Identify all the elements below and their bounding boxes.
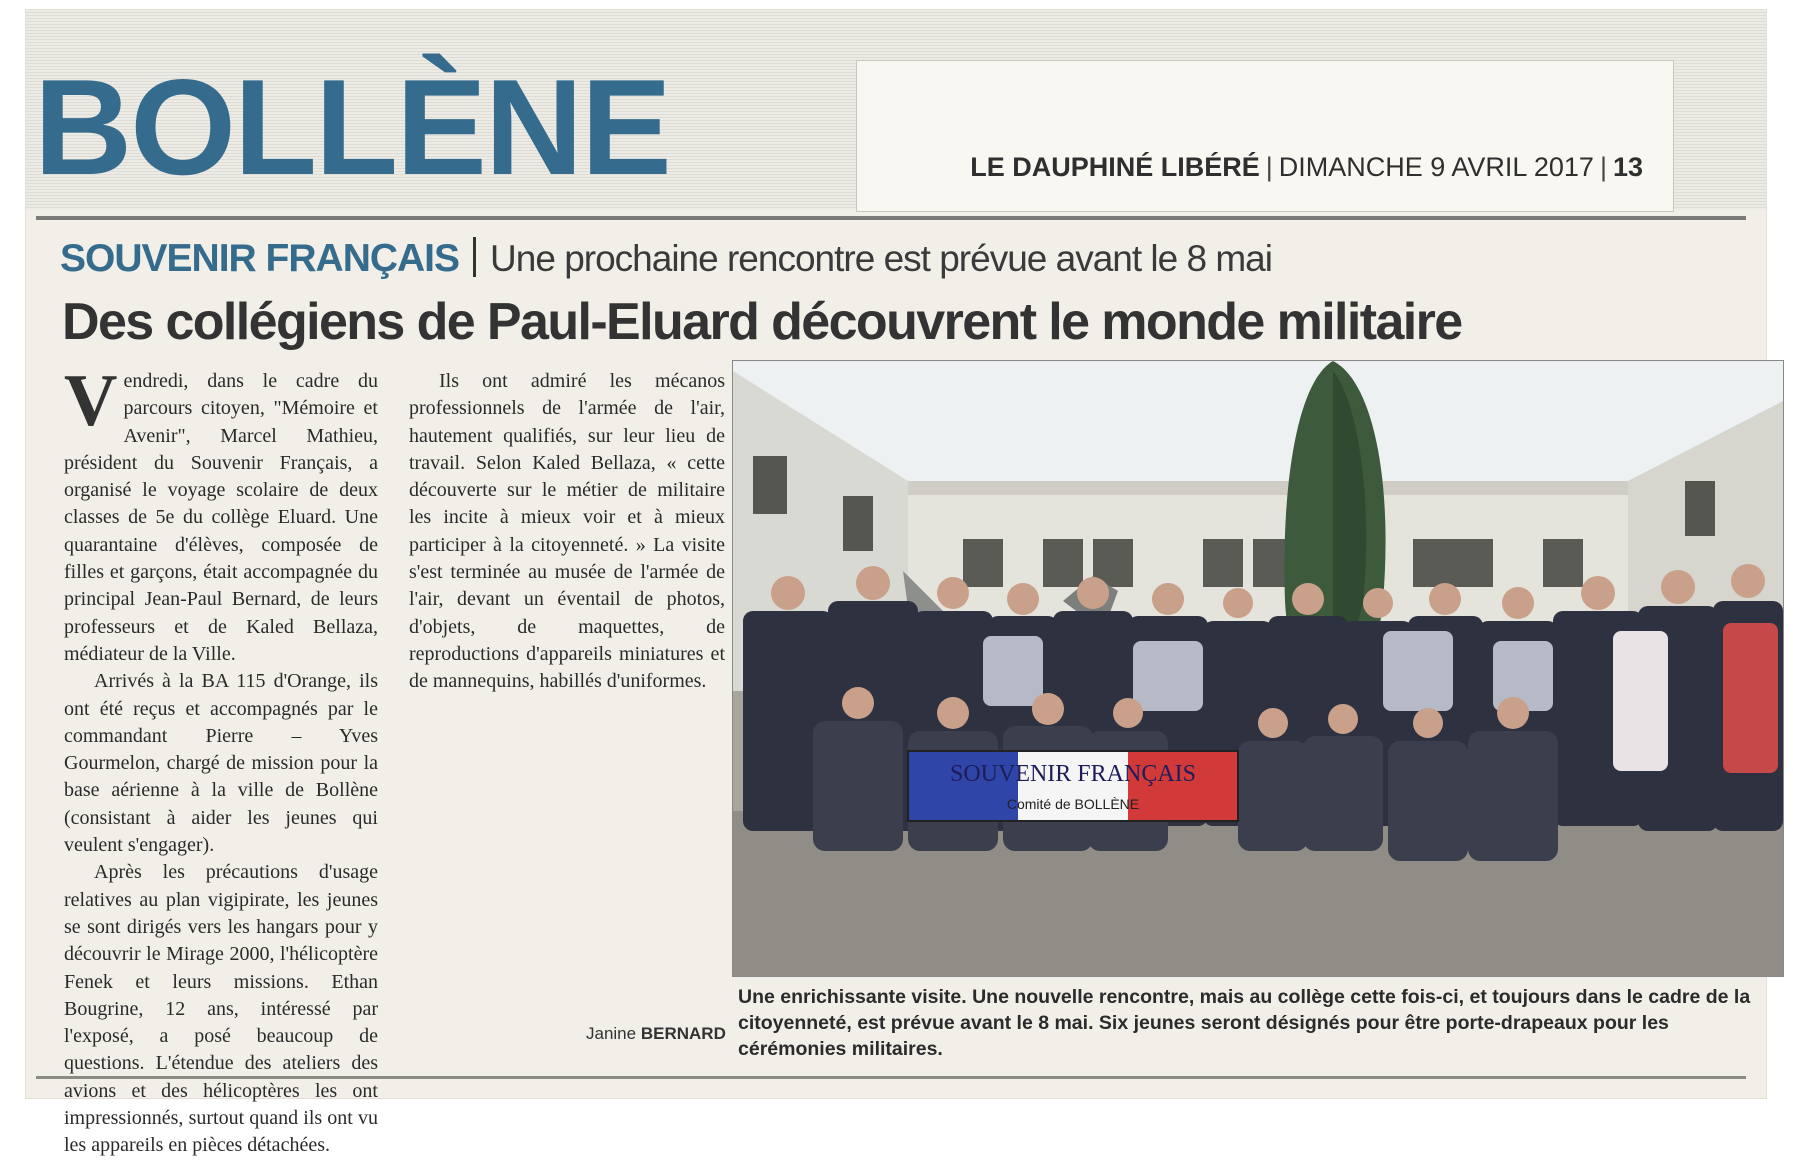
section-title: BOLLÈNE — [34, 51, 670, 203]
banner-line-2: Comité de BOLLÈNE — [1006, 796, 1140, 812]
newspaper-clipping — [26, 10, 1766, 1157]
article-column-1 — [64, 360, 378, 1160]
article-paragraph-3: Après les précautions d'usage relatives au plan vigipirate, les jeunes se sont dirigés vers les hangars pour y découvrir le Mirage 2000, l'hélicoptère Fenek et leurs missions. Ethan Bougrine, 12 ans, intéressé par l'exposé, a posé beaucoup de questions. L'étendue des ateliers des avions et des hélicoptères les ont impressionnés, surtout quand ils ont vu les appareils en pièces détachées. — [64, 861, 378, 1157]
masthead-separator: | — [1265, 152, 1273, 182]
group-photo-illustration — [733, 361, 1783, 976]
souvenir-francais-banner — [908, 751, 1238, 821]
masthead-box — [856, 60, 1674, 212]
banner-line-1: SOUVENIR FRANÇAIS — [949, 761, 1197, 787]
kicker — [60, 236, 1272, 282]
paragraph-1-text: endredi, dans le cadre du parcours citoyen, "Mémoire et Avenir", Marcel Mathieu, président du Souvenir Français, a organisé le voyage scolaire de deux classes de 5e du collège Eluard. Une quarantaine d'élèves, composée de filles et garçons, était accompagnée du principal Jean-Paul Bernard, de leurs professeurs et de Kaled Bellaza, médiateur de la Ville. — [64, 370, 378, 665]
article-paragraph-1 — [64, 360, 378, 668]
kicker-subtitle: Une prochaine rencontre est prévue avant le 8 mai — [490, 238, 1272, 279]
issue-date: DIMANCHE 9 AVRIL 2017 — [1278, 152, 1594, 182]
article-paragraph-4: Ils ont admiré les mécanos professionnels de l'armée de l'air, hautement qualifiés, sur leur lieu de travail. Selon Kaled Bellaza, « cette découverte sur le métier de militaire les incite à mieux voir et à mieux participer à la citoyenneté. » La visite s'est terminée au musée de l'armée de l'air, devant un éventail de photos, d'objets, de maquettes, de reproductions d'appareils miniatures et de mannequins, habillés d'uniformes. — [409, 370, 725, 693]
masthead-separator: | — [1599, 152, 1607, 182]
photo-caption: Une enrichissante visite. Une nouvelle rencontre, mais au collège cette fois-ci, et toujours dans le cadre de la citoyenneté, est prévue avant le 8 mai. Six jeunes seront désignés pour être porte-drapeaux pour les cérémonies militaires. — [738, 986, 1751, 1060]
page-number: 13 — [1612, 152, 1643, 182]
article-headline: Des collégiens de Paul-Eluard découvrent le monde militaire — [62, 293, 1462, 351]
drop-cap: V — [64, 360, 118, 442]
byline-last-name: BERNARD — [640, 1024, 726, 1043]
masthead — [970, 152, 1643, 183]
kicker-label: SOUVENIR FRANÇAIS — [60, 237, 460, 280]
article-column-2 — [409, 368, 725, 696]
group-photo — [732, 360, 1784, 977]
article-paragraph-2: Arrivés à la BA 115 d'Orange, ils ont été reçus et accompagnés par le commandant Pierre – Yves Gourmelon, chargé de mission pour la base aérienne à la ville de Bollène (consistant à aider les jeunes qui veulent s'engager). — [64, 670, 378, 857]
top-rule — [36, 216, 1746, 220]
bottom-rule — [36, 1076, 1746, 1079]
byline-first-name: Janine — [586, 1024, 637, 1043]
byline — [586, 1024, 726, 1044]
newspaper-name: LE DAUPHINÉ LIBÉRÉ — [970, 152, 1260, 182]
kicker-divider — [473, 237, 476, 277]
